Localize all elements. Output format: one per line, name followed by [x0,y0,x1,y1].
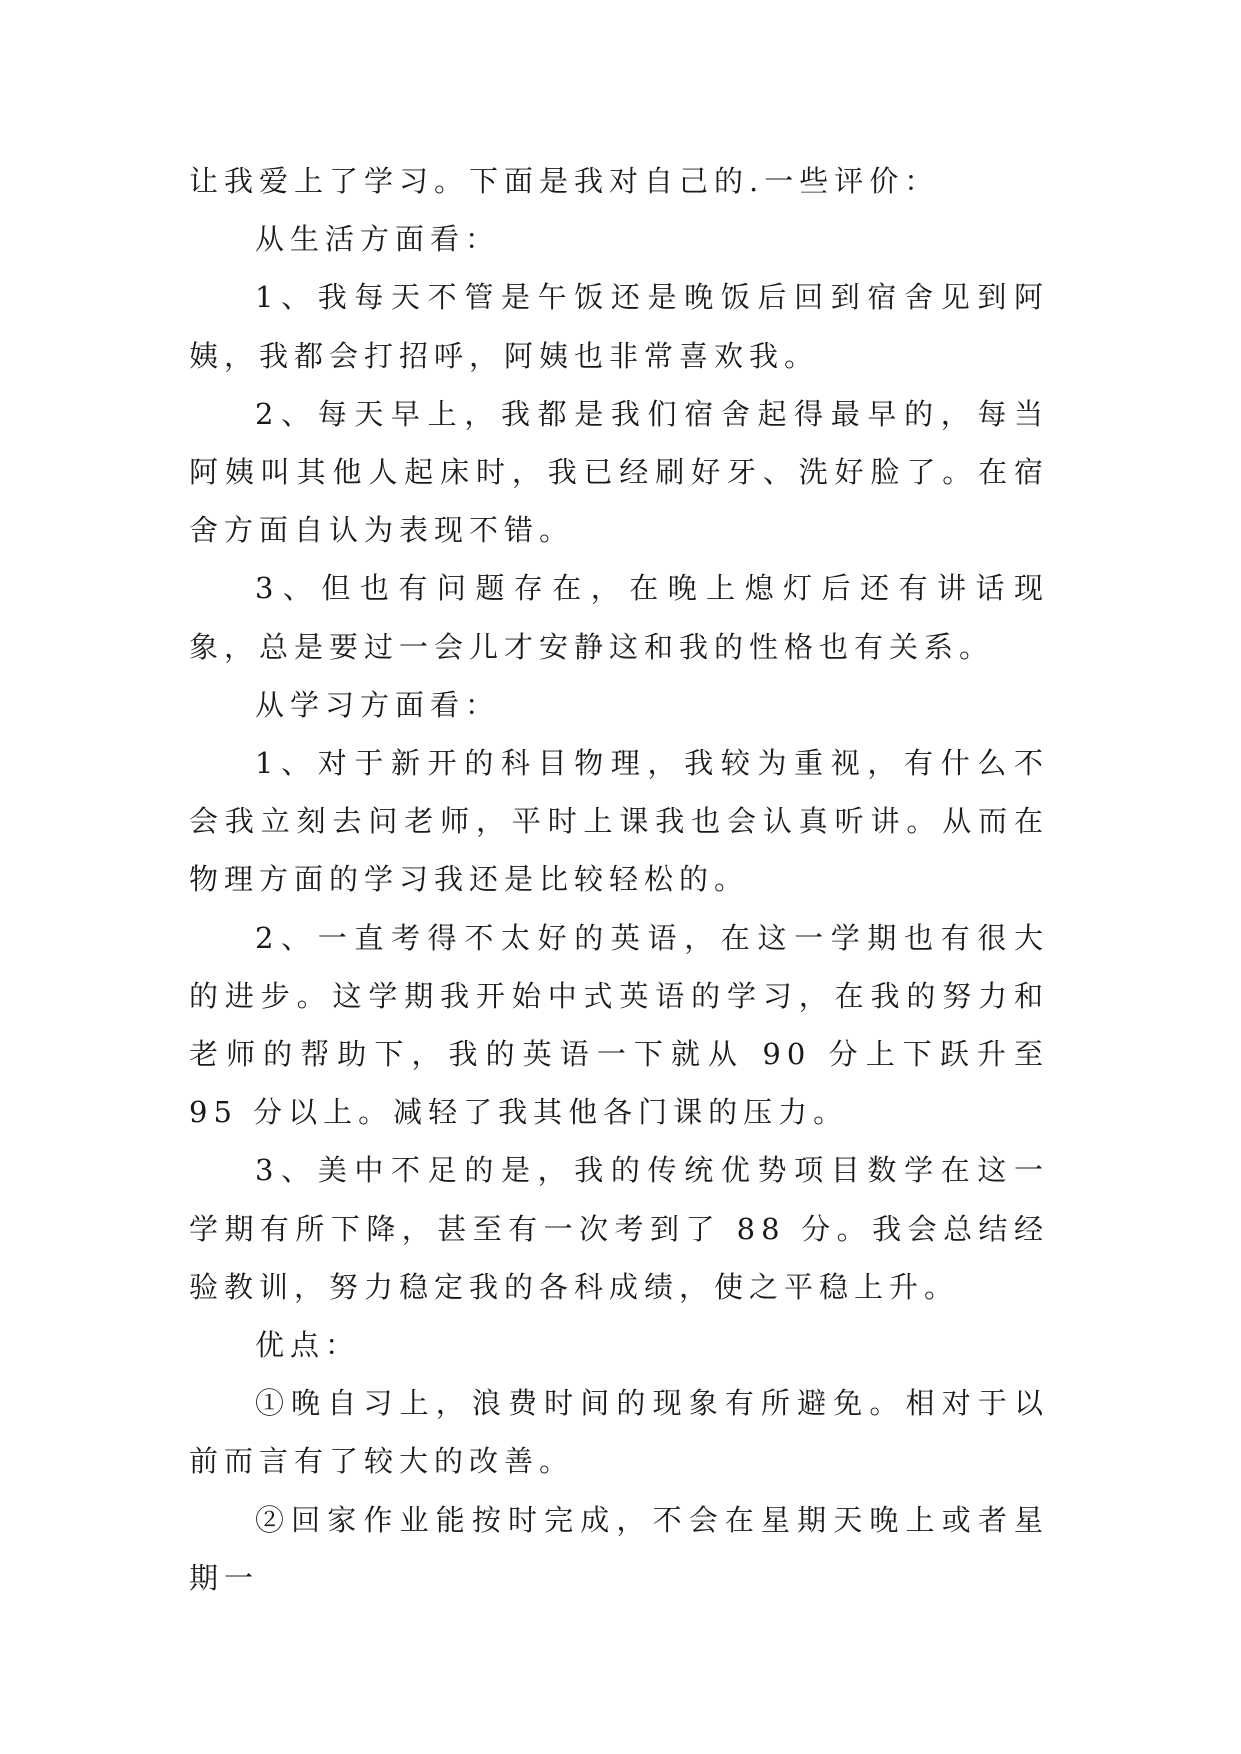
heading-life: 从生活方面看： [255,222,501,257]
paragraph-strength-1: ①晚自习上，浪费时间的现象有所避免。相对于以前而言有了较大的改善。 [189,1386,1049,1479]
paragraph-life-1: 1、我每天不管是午饭还是晚饭后回到宿舍见到阿姨，我都会打招呼，阿姨也非常喜欢我。 [189,280,1049,373]
paragraph-life-3: 3、但也有问题存在，在晚上熄灯后还有讲话现象，总是要过一会儿才安静这和我的性格也有关系。 [189,571,1049,664]
paragraph-study-1: 1、对于新开的科目物理，我较为重视，有什么不会我立刻去问老师，平时上课我也会认真听讲。从而在物理方面的学习我还是比较轻松的。 [189,746,1049,897]
paragraph-intro: 让我爱上了学习。下面是我对自己的.一些评价： [189,164,940,198]
document-body [189,152,1049,1607]
paragraph-life-2: 2、每天早上，我都是我们宿舍起得最早的，每当阿姨叫其他人起床时，我已经刷好牙、洗好脸了。在宿舍方面自认为表现不错。 [189,396,1049,548]
paragraph-study-2: 2、一直考得不太好的英语，在这一学期也有很大的进步。这学期我开始中式英语的学习，在我的努力和老师的帮助下，我的英语一下就从 90 分上下跃升至 95 分以上。减轻了我其他各门课的压力。 [189,920,1049,1130]
heading-strengths: 优点： [255,1328,361,1363]
paragraph-strength-2: ②回家作业能按时完成，不会在星期天晚上或者星期一 [189,1502,1049,1595]
heading-study: 从学习方面看： [255,687,501,722]
paragraph-study-3: 3、美中不足的是，我的传统优势项目数学在这一学期有所下降，甚至有一次考到了 88 分。我会总结经验教训，努力稳定我的各科成绩，使之平稳上升。 [189,1153,1049,1304]
